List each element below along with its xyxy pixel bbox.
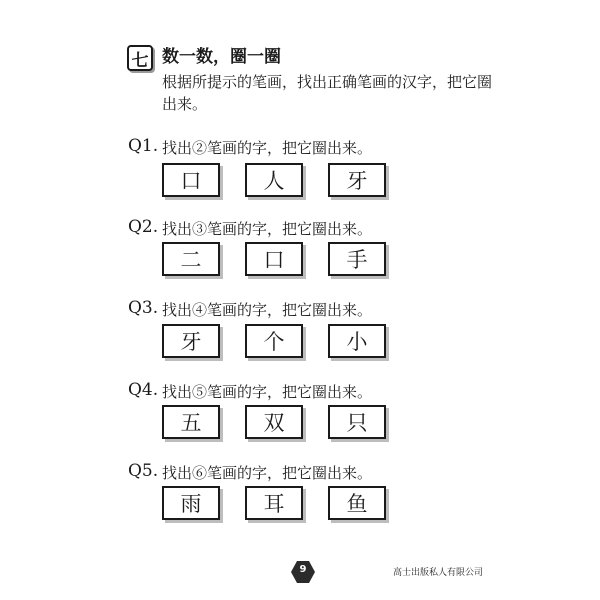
question-1 [128,132,508,160]
page-number: 9 [299,564,307,575]
question-4-choices [162,405,402,441]
question-text: 找出②笔画的字，把它圈出来。 [162,139,373,157]
section-number-badge: 七 [127,45,153,71]
question-2 [128,213,508,241]
section-title: 数一数，圈一圈 [162,47,281,67]
question-number: Q3. [128,298,159,318]
question-text: 找出⑥笔画的字，把它圈出来。 [162,464,373,482]
page-number-badge [291,561,315,583]
choice-box[interactable]: 牙 [328,163,386,197]
choice-box[interactable]: 耳 [245,486,303,520]
choice-box[interactable]: 口 [162,163,220,197]
choice-box[interactable]: 个 [245,324,303,358]
choice-box[interactable]: 双 [245,405,303,439]
choice-box[interactable]: 二 [162,242,220,276]
choice-box[interactable]: 雨 [162,486,220,520]
choice-box[interactable]: 鱼 [328,486,386,520]
choice-box[interactable]: 牙 [162,324,220,358]
question-text: 找出④笔画的字，把它圈出来。 [162,301,373,319]
choice-box[interactable]: 手 [328,242,386,276]
section-instructions: 根据所提示的笔画，找出正确笔画的汉字，把它圈出来。 [162,73,493,113]
publisher-name: 高士出版私人有限公司 [393,568,484,578]
question-2-choices [162,242,402,278]
question-number: Q2. [128,217,159,237]
question-text: 找出③笔画的字，把它圈出来。 [162,220,373,238]
question-text: 找出⑤笔画的字，把它圈出来。 [162,383,373,401]
question-3 [128,294,508,322]
question-number: Q1. [128,136,159,156]
choice-box[interactable]: 口 [245,242,303,276]
question-5 [128,457,508,485]
question-1-choices [162,163,402,199]
choice-box[interactable]: 五 [162,405,220,439]
choice-box[interactable]: 只 [328,405,386,439]
question-3-choices [162,324,402,360]
question-5-choices [162,486,402,522]
choice-box[interactable]: 人 [245,163,303,197]
question-number: Q5. [128,461,159,481]
question-4 [128,376,508,404]
choice-box[interactable]: 小 [328,324,386,358]
question-number: Q4. [128,380,159,400]
